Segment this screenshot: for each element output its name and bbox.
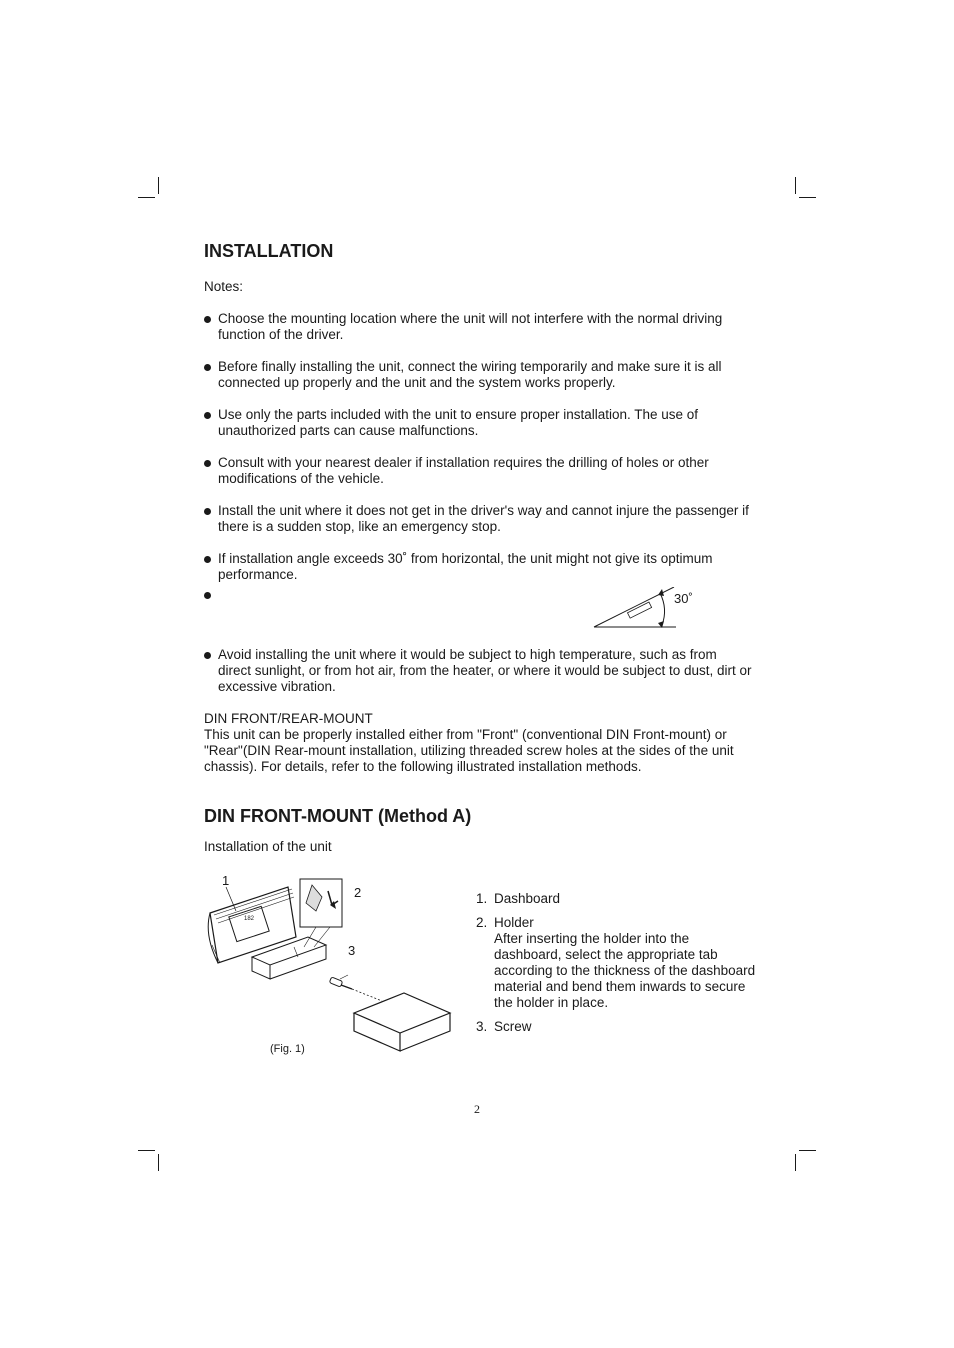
installation-figure xyxy=(204,875,756,1105)
part-name: Screw xyxy=(494,1019,532,1034)
angle-label: 30˚ xyxy=(674,591,693,606)
note-item: Avoid installing the unit where it would be subject to high temperature, such as from direct sunlight, or from hot air, from the heater, or where it would be subject to dust, dirt or excessive vibration. xyxy=(204,647,752,695)
screw-illustration xyxy=(329,975,382,1001)
note-item: Choose the mounting location where the unit will not interfere with the normal driving function of the driver. xyxy=(204,311,752,343)
crop-mark xyxy=(799,197,816,198)
page-number: 2 xyxy=(474,1102,480,1116)
note-item: Before finally installing the unit, connect the wiring temporarily and make sure it is all connected up properly and the unit and the system works properly. xyxy=(204,359,752,391)
note-item: Consult with your nearest dealer if installation requires the drilling of holes or other modifications of the vehicle. xyxy=(204,455,752,487)
holder-illustration xyxy=(252,937,326,979)
part-detail: After inserting the holder into the dashboard, select the appropriate tab according to the thickness of the dashboard material and bend them inwards to secure the holder in place. xyxy=(494,931,756,1010)
panel-marking: 182 xyxy=(244,916,255,922)
figure-caption: (Fig. 1) xyxy=(270,1043,305,1055)
din-section xyxy=(204,711,752,775)
install-label: Installation of the unit xyxy=(204,839,332,854)
part-name: Holder xyxy=(494,915,534,930)
part-number: 2. xyxy=(476,915,488,930)
callout-1: 1 xyxy=(222,875,230,888)
method-heading: DIN FRONT-MOUNT (Method A) xyxy=(204,806,472,826)
din-text: This unit can be properly installed either from "Front" (conventional DIN Front-mount) or "Rear"(DIN Rear-mount installation, utilizing threaded screw holes at the sides of the unit chassis). For details, refer to the following illustrated installation methods. xyxy=(204,727,734,774)
note-item: If installation angle exceeds 30˚ from horizontal, the unit might not give its optimum performance. xyxy=(204,551,752,583)
din-title: DIN FRONT/REAR-MOUNT xyxy=(204,711,373,726)
callout-3: 3 xyxy=(348,943,356,958)
part-description xyxy=(494,891,560,907)
page-content xyxy=(204,240,756,1105)
crop-mark xyxy=(138,1150,155,1151)
dashboard-illustration xyxy=(208,887,296,963)
part-item xyxy=(476,1019,756,1035)
part-item xyxy=(476,891,756,907)
crop-mark xyxy=(158,1154,159,1171)
crop-mark xyxy=(138,197,155,198)
part-description xyxy=(494,1019,532,1035)
part-name: Dashboard xyxy=(494,891,561,906)
parts-list xyxy=(476,891,756,1043)
callout-2: 2 xyxy=(354,885,362,900)
page-heading: INSTALLATION xyxy=(204,241,334,261)
crop-mark xyxy=(799,1150,816,1151)
part-number: 1. xyxy=(476,891,488,906)
crop-mark xyxy=(795,177,796,194)
installation-diagram xyxy=(204,875,464,1075)
crop-mark xyxy=(795,1154,796,1171)
angle-arc xyxy=(660,593,665,625)
angle-diagram xyxy=(204,587,752,631)
note-item: Use only the parts included with the unit to ensure proper installation. The use of unauthorized parts can cause malfunctions. xyxy=(204,407,752,439)
part-item xyxy=(476,915,756,1011)
head-unit-illustration xyxy=(354,993,450,1051)
crop-mark xyxy=(158,177,159,194)
part-description xyxy=(494,915,756,1011)
note-item: Install the unit where it does not get in the driver's way and cannot injure the passenger if there is a sudden stop, like an emergency stop. xyxy=(204,503,752,535)
notes-label: Notes: xyxy=(204,279,244,294)
angle-diagram-svg xyxy=(592,587,702,631)
tab-detail-inset xyxy=(300,879,342,947)
part-number: 3. xyxy=(476,1019,488,1034)
notes-list xyxy=(204,311,752,695)
